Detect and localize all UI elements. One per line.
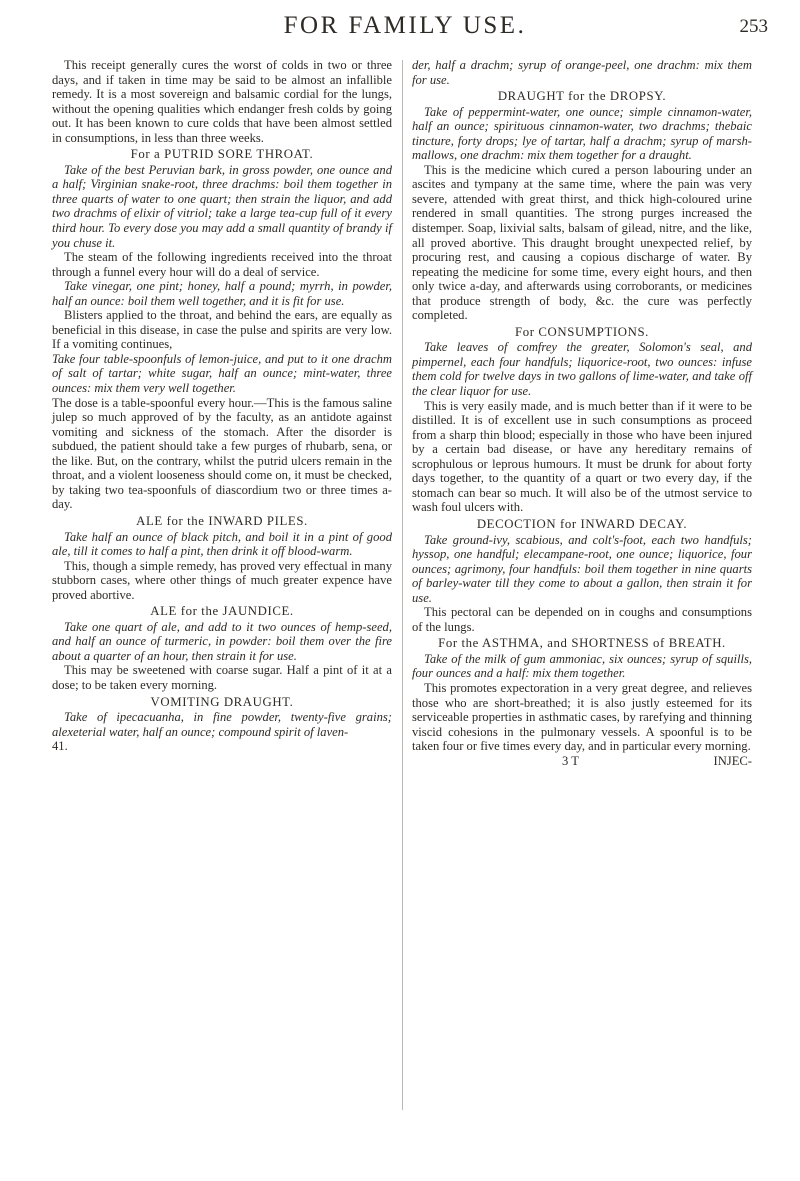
recipe-text: Take vinegar, one pint; honey, half a pound; myrrh, in powder, half an ounce: boil them well together, and it is fit for use. (52, 279, 392, 308)
recipe-putrid-sore-throat (52, 163, 392, 250)
piles-text: This, though a simple remedy, has proved very effectual in many stubborn cases, where other things of much greater expence have proved abortive. (52, 558, 392, 602)
saline-julep-text: The dose is a table-spoonful every hour.—This is the famous saline julep so much approved of by the faculty, as an antidote against vomiting and sickness of the stomach. After the disorder is subdued, the patient should take a few purges of rhubarb, sena, or the like. But, on the contrary, whilst the putrid ulcers remain in the throat, and a violent looseness should come on, it must be checked, by taking two tea-spoonfuls of diascordium two or three times a-day. (52, 395, 392, 512)
section-heading-inward-piles: ALE for the INWARD PILES. (136, 513, 308, 528)
blisters-text: Blisters applied to the throat, and behind the ears, are equally as beneficial in this disease, in case the pulse and spirits are very low. If a vomiting continues, (52, 308, 392, 352)
section-heading-asthma: For the ASTHMA, and SHORTNESS of BREATH. (438, 636, 726, 651)
catchword: INJEC- (713, 753, 752, 768)
recipe-text: der, half a drachm; syrup of orange-peel, one drachm: mix them for use. (412, 58, 752, 87)
recipe-text: Take one quart of ale, and add to it two ounces of hemp-seed, and half an ounce of turmeric, in powder: boil them over the fire about a quarter of an hour, then strain it for use. (52, 619, 392, 663)
recipe-dropsy (412, 105, 752, 163)
recipe-text: Take four table-spoonfuls of lemon-juice, and put to it one drachm of salt of tartar; white sugar, half an ounce; mint-water, three ounces: mix them very well together. (52, 351, 392, 396)
recipe-asthma (412, 652, 752, 681)
recipe-text: Take of peppermint-water, one ounce; simple cinnamon-water, half an ounce; spirituous cinnamon-water, two drachms; thebaic tincture, forty drops; lye of tartar, half a drachm; syrup of marsh-mallows, one drachm: mix them together for a draught. (412, 104, 752, 163)
signature-mark: 41. (52, 739, 68, 754)
asthma-text: This promotes expectoration in a very great degree, and relieves those who are short-breathed; it is also justly esteemed for its serviceable properties in asthmatic cases, by rarefying and thinning viscid cohesions in the pulmonary vessels. A spoonful is to be taken four or five times every day, and in particular every morning. (412, 680, 752, 754)
consumptions-text: This is very easily made, and is much better than if it were to be distilled. It is of excellent use in such consumptions as proceed from a sharp thin blood; especially in those who have been injured by a certain bad disease, or have any hereditary remains of scrophulous or leprous humours. It must be drunk for about forty days together, to the quantity of a quart or two every day, if the stomach can bear so much. It will also be of the utmost service to wash foul ulcers with. (412, 398, 752, 515)
recipe-vomiting-draught (52, 710, 392, 739)
recipe-saline-julep (52, 352, 392, 396)
running-head: FOR FAMILY USE. (283, 12, 527, 39)
recipe-text: Take leaves of comfrey the greater, Solomon's seal, and pimpernel, each four handfuls; liquorice-root, two ounces: infuse them cold for twelve days in two gallons of lime-water, and take off the clear liquor for use. (412, 340, 752, 399)
steam-text: The steam of the following ingredients received into the throat through a funnel every hour will do a deal of service. (52, 250, 392, 279)
section-heading-dropsy: DRAUGHT for the DROPSY. (497, 89, 667, 104)
dropsy-text: This is the medicine which cured a person labouring under an ascites and tympany at the same time, where the pain was very severe, attended with great thirst, and thick high-coloured urine rendered in small quantities. The strong purges increased the distemper. Soap, lixivial salts, balsam of gilead, nitre, and the like, all proved abortive. This draught brought unexpected relief, by procuring rest, and causing a copious discharge of water. By repeating the medicine for some time, every eight hours, and then only twice a-day, and afterwards using corroborants, or medicines that produce strength of body, &c. the cure was perfectly completed. (412, 162, 752, 323)
section-heading-inward-decay: DECOCTION for INWARD DECAY. (476, 516, 688, 531)
recipe-inward-decay (412, 533, 752, 606)
recipe-text: Take half an ounce of black pitch, and boil it in a pint of good ale, till it comes to half a pint, then drink it off blood-warm. (52, 529, 392, 559)
page-footer-marks (412, 754, 752, 770)
recipe-jaundice (52, 620, 392, 664)
section-heading-putrid-sore-throat: For a PUTRID SORE THROAT. (130, 147, 314, 162)
recipe-text: Take of the milk of gum ammoniac, six ounces; syrup of squills, four ounces and a half: mix them together. (412, 651, 752, 681)
page-number: 253 (739, 16, 768, 37)
decoction-text: This pectoral can be depended on in coughs and consumptions of the lungs. (412, 605, 752, 634)
section-heading-vomiting-draught: VOMITING DRAUGHT. (150, 694, 294, 709)
recipe-steam (52, 279, 392, 308)
recipe-vomiting-draught-continued (412, 58, 752, 87)
right-column (412, 58, 752, 770)
jaundice-text: This may be sweetened with coarse sugar. Half a pint of it at a dose; to be taken every morning. (52, 663, 392, 692)
recipe-text: Take ground-ivy, scabious, and colt's-foot, each two handfuls; hyssop, one handful; elecampane-root, one ounce; liquorice, four ounces; agrimony, four handfuls: boil them together in nine quarts of barley-water till they come to about a gallon, then strain it for use. (412, 532, 752, 605)
signature-mark: 3 T (562, 753, 579, 768)
section-heading-consumptions: For CONSUMPTIONS. (515, 324, 649, 339)
cold-receipt-text: This receipt generally cures the worst of colds in two or three days, and if taken in time may be said to be almost an infallible remedy. It is a most sovereign and balsamic cordial for the lungs, without the opening qualities which endanger fresh colds by going out. It has been known to cure colds that have been almost settled in consumptions, in less than three weeks. (52, 58, 392, 145)
recipe-consumptions (412, 340, 752, 398)
section-heading-jaundice: ALE for the JAUNDICE. (150, 604, 294, 619)
recipe-text: Take of ipecacuanha, in fine powder, twenty-five grains; alexeterial water, half an ounce; compound spirit of laven- (52, 710, 392, 739)
recipe-text: Take of the best Peruvian bark, in gross powder, one ounce and a half; Virginian snake-root, three drachms: boil them together in three quarts of water to one quart; then strain the liquor, and add two drachms of elixir of vitriol; take a large tea-cup full of it every third hour. To every dose you may add a small quantity of brandy if you chuse it. (52, 162, 392, 250)
recipe-inward-piles (52, 530, 392, 559)
left-column (52, 58, 392, 754)
page-header (40, 12, 770, 46)
column-divider (402, 60, 403, 1110)
